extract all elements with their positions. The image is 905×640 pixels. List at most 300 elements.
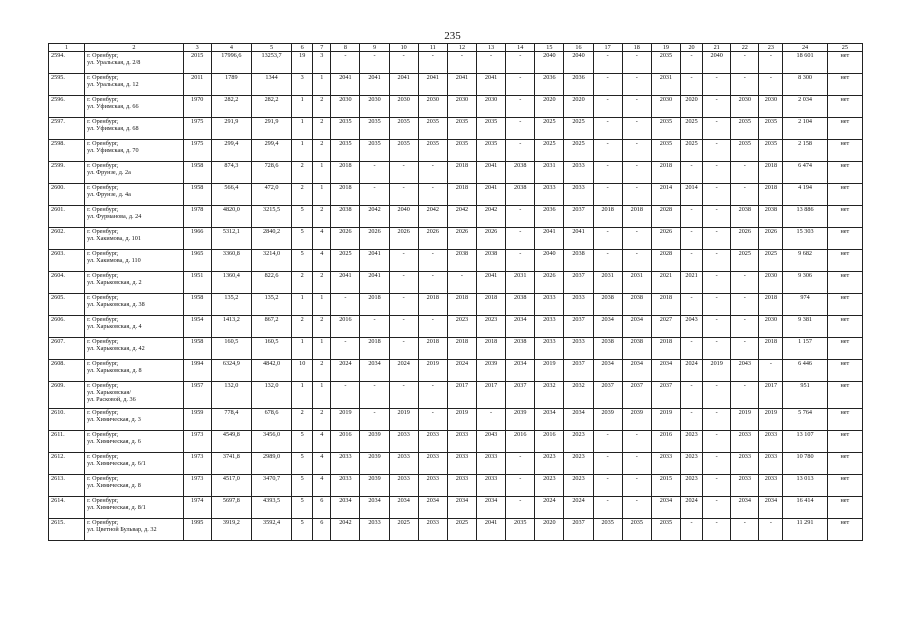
address-line: г. Оренбург, bbox=[87, 206, 119, 213]
table-cell: 2024 bbox=[331, 360, 360, 382]
row-number: 2611. bbox=[49, 431, 85, 453]
table-cell: 2024 bbox=[389, 360, 418, 382]
table-cell: 2035 bbox=[759, 140, 783, 162]
table-cell: 2023 bbox=[564, 431, 593, 453]
address-cell bbox=[85, 338, 183, 360]
table-cell: нет bbox=[827, 519, 862, 541]
table-cell: 2025 bbox=[535, 118, 564, 140]
table-cell: 2 158 bbox=[783, 140, 827, 162]
address-cell bbox=[85, 409, 183, 431]
address-cell bbox=[85, 140, 183, 162]
table-cell: 6 bbox=[313, 519, 331, 541]
table-cell: 1995 bbox=[183, 519, 211, 541]
table-cell: 1965 bbox=[183, 250, 211, 272]
table-cell: - bbox=[593, 431, 622, 453]
table-cell: - bbox=[331, 338, 360, 360]
table-cell: 2019 bbox=[389, 409, 418, 431]
table-cell: 2025 bbox=[564, 118, 593, 140]
table-cell: нет bbox=[827, 360, 862, 382]
table-cell: 2031 bbox=[651, 74, 680, 96]
table-cell: 2041 bbox=[535, 228, 564, 250]
table-cell: 678,6 bbox=[251, 409, 291, 431]
table-cell: 2031 bbox=[506, 272, 535, 294]
table-cell: нет bbox=[827, 294, 862, 316]
table-cell: 2034 bbox=[622, 360, 651, 382]
table-cell: 2041 bbox=[477, 184, 506, 206]
table-cell: 2033 bbox=[477, 475, 506, 497]
table-cell: 13 013 bbox=[783, 475, 827, 497]
table-cell: нет bbox=[827, 184, 862, 206]
address-line: ул. Фрунзе, д. 4а bbox=[87, 191, 131, 198]
table-cell: - bbox=[759, 52, 783, 74]
table-cell: - bbox=[593, 74, 622, 96]
table-cell: - bbox=[731, 74, 759, 96]
table-cell: - bbox=[731, 338, 759, 360]
table-cell: 2033 bbox=[535, 338, 564, 360]
table-cell: 2038 bbox=[506, 294, 535, 316]
table-cell: 1958 bbox=[183, 338, 211, 360]
table-cell: 2033 bbox=[651, 453, 680, 475]
table-cell: - bbox=[703, 118, 731, 140]
header-row bbox=[49, 44, 863, 52]
address-line: ул. Харьковская/ bbox=[87, 389, 131, 396]
table-row bbox=[49, 519, 863, 541]
table-cell: 2035 bbox=[731, 140, 759, 162]
table-cell: - bbox=[593, 118, 622, 140]
table-cell: 728,6 bbox=[251, 162, 291, 184]
table-cell: 2040 bbox=[564, 52, 593, 74]
table-cell: - bbox=[703, 453, 731, 475]
table-cell: 2018 bbox=[418, 294, 447, 316]
table-cell: 2041 bbox=[477, 272, 506, 294]
table-cell: - bbox=[389, 250, 418, 272]
table-cell: нет bbox=[827, 74, 862, 96]
table-cell: 2038 bbox=[759, 206, 783, 228]
table-cell: - bbox=[389, 294, 418, 316]
table-cell: 2041 bbox=[418, 74, 447, 96]
table-cell: 291,9 bbox=[211, 118, 251, 140]
table-cell: 2019 bbox=[759, 409, 783, 431]
table-cell: 2027 bbox=[651, 316, 680, 338]
table-cell: 2023 bbox=[564, 475, 593, 497]
table-cell: - bbox=[681, 519, 703, 541]
table-cell: - bbox=[703, 338, 731, 360]
table-cell: - bbox=[731, 52, 759, 74]
table-cell: 2020 bbox=[681, 96, 703, 118]
table-cell: 2040 bbox=[535, 250, 564, 272]
table-cell: нет bbox=[827, 228, 862, 250]
table-cell: 17996,6 bbox=[211, 52, 251, 74]
table-cell: 1958 bbox=[183, 294, 211, 316]
table-cell: 2033 bbox=[535, 316, 564, 338]
table-cell: 2034 bbox=[506, 316, 535, 338]
table-cell: 4 bbox=[313, 453, 331, 475]
table-cell: 2018 bbox=[360, 294, 389, 316]
table-cell: 2025 bbox=[564, 140, 593, 162]
table-cell: 2 bbox=[313, 118, 331, 140]
table-cell: 2035 bbox=[506, 519, 535, 541]
table-cell: 2033 bbox=[731, 475, 759, 497]
table-cell: нет bbox=[827, 140, 862, 162]
table-cell: 2032 bbox=[535, 382, 564, 409]
row-number: 2606. bbox=[49, 316, 85, 338]
table-cell: 3215,5 bbox=[251, 206, 291, 228]
table-cell: - bbox=[622, 228, 651, 250]
table-cell: - bbox=[506, 228, 535, 250]
address-cell bbox=[85, 497, 183, 519]
address-cell bbox=[85, 52, 183, 74]
table-cell: 2 bbox=[313, 206, 331, 228]
table-row bbox=[49, 250, 863, 272]
table-cell: 2025 bbox=[681, 118, 703, 140]
address-line: ул. Харьковская, д. 42 bbox=[87, 345, 145, 352]
row-number: 2596. bbox=[49, 96, 85, 118]
table-cell: 3 bbox=[292, 74, 313, 96]
table-cell: нет bbox=[827, 497, 862, 519]
table-row bbox=[49, 409, 863, 431]
table-cell: - bbox=[418, 184, 447, 206]
table-cell: 282,2 bbox=[211, 96, 251, 118]
row-number: 2608. bbox=[49, 360, 85, 382]
table-cell: 1975 bbox=[183, 118, 211, 140]
table-cell: - bbox=[593, 497, 622, 519]
table-cell: нет bbox=[827, 250, 862, 272]
row-number: 2610. bbox=[49, 409, 85, 431]
table-cell: 2033 bbox=[389, 475, 418, 497]
table-cell: 1973 bbox=[183, 453, 211, 475]
address-line: ул. Уфимская, д. 68 bbox=[87, 125, 139, 132]
table-cell: 2018 bbox=[651, 294, 680, 316]
column-header: 17 bbox=[593, 44, 622, 52]
table-cell: 2 bbox=[292, 316, 313, 338]
table-cell: 4 bbox=[313, 228, 331, 250]
table-cell: 2033 bbox=[418, 453, 447, 475]
table-cell: 2040 bbox=[389, 206, 418, 228]
table-cell: 2034 bbox=[447, 497, 476, 519]
table-cell: 6 446 bbox=[783, 360, 827, 382]
address-line: ул. Химическая, д. 6 bbox=[87, 438, 141, 445]
table-cell: 2023 bbox=[477, 316, 506, 338]
table-cell: 2016 bbox=[331, 431, 360, 453]
table-cell: 2030 bbox=[447, 96, 476, 118]
table-cell: 2018 bbox=[622, 206, 651, 228]
table-cell: 1 bbox=[313, 338, 331, 360]
table-cell: - bbox=[622, 453, 651, 475]
table-cell: - bbox=[360, 382, 389, 409]
table-cell: 282,2 bbox=[251, 96, 291, 118]
table-cell: 2 bbox=[313, 360, 331, 382]
table-cell: 1789 bbox=[211, 74, 251, 96]
table-cell: 5 bbox=[292, 497, 313, 519]
table-cell: 2033 bbox=[759, 475, 783, 497]
table-cell: 2033 bbox=[477, 453, 506, 475]
address-cell bbox=[85, 96, 183, 118]
table-cell: 5697,8 bbox=[211, 497, 251, 519]
address-line: ул. Харьковская, д. 38 bbox=[87, 301, 145, 308]
table-cell: 2035 bbox=[593, 519, 622, 541]
address-line: ул. Цветной Бульвар, д. 32 bbox=[87, 526, 157, 533]
table-cell: - bbox=[506, 96, 535, 118]
table-cell: 299,4 bbox=[211, 140, 251, 162]
table-row bbox=[49, 184, 863, 206]
table-cell: 291,9 bbox=[251, 118, 291, 140]
table-cell: - bbox=[703, 497, 731, 519]
table-cell: - bbox=[731, 272, 759, 294]
table-cell: 2016 bbox=[535, 431, 564, 453]
table-cell: 5 bbox=[292, 475, 313, 497]
table-cell: - bbox=[703, 431, 731, 453]
table-cell: 2026 bbox=[477, 228, 506, 250]
table-cell: - bbox=[506, 206, 535, 228]
table-cell: 2030 bbox=[418, 96, 447, 118]
table-cell: 2025 bbox=[535, 140, 564, 162]
table-cell: - bbox=[731, 162, 759, 184]
table-cell: 5 bbox=[292, 453, 313, 475]
table-cell: 2033 bbox=[331, 475, 360, 497]
row-number: 2605. bbox=[49, 294, 85, 316]
row-number: 2594. bbox=[49, 52, 85, 74]
table-cell: 2043 bbox=[477, 431, 506, 453]
address-cell bbox=[85, 316, 183, 338]
table-cell: 2035 bbox=[389, 140, 418, 162]
address-line: ул. Уральская, д. 12 bbox=[87, 81, 139, 88]
table-cell: - bbox=[622, 431, 651, 453]
address-line: г. Оренбург, bbox=[87, 184, 119, 191]
table-cell: - bbox=[506, 250, 535, 272]
table-cell: 2033 bbox=[447, 453, 476, 475]
table-cell: 2034 bbox=[331, 497, 360, 519]
table-cell: 566,4 bbox=[211, 184, 251, 206]
column-header: 6 bbox=[292, 44, 313, 52]
table-cell: 2038 bbox=[622, 294, 651, 316]
table-cell: 2041 bbox=[447, 74, 476, 96]
table-cell: 2014 bbox=[651, 184, 680, 206]
table-cell: 2020 bbox=[535, 96, 564, 118]
table-cell: 9 682 bbox=[783, 250, 827, 272]
table-row bbox=[49, 228, 863, 250]
table-cell: 2038 bbox=[506, 338, 535, 360]
address-line: ул. Химическая, д. 8 bbox=[87, 482, 141, 489]
table-cell: 2033 bbox=[389, 453, 418, 475]
table-cell: 4393,5 bbox=[251, 497, 291, 519]
table-cell: нет bbox=[827, 338, 862, 360]
table-cell: 2019 bbox=[535, 360, 564, 382]
table-cell: 2043 bbox=[681, 316, 703, 338]
table-cell: 2018 bbox=[759, 338, 783, 360]
table-cell: 4 bbox=[313, 475, 331, 497]
table-cell: 2038 bbox=[506, 184, 535, 206]
column-header: 1 bbox=[49, 44, 85, 52]
table-cell: 1 bbox=[313, 294, 331, 316]
table-cell: - bbox=[703, 475, 731, 497]
table-cell: 1360,4 bbox=[211, 272, 251, 294]
row-number: 2600. bbox=[49, 184, 85, 206]
table-cell: 2 bbox=[313, 272, 331, 294]
table-cell: 5 bbox=[292, 519, 313, 541]
table-row bbox=[49, 206, 863, 228]
table-cell: 3 bbox=[313, 52, 331, 74]
table-cell: 2026 bbox=[731, 228, 759, 250]
column-header: 24 bbox=[783, 44, 827, 52]
table-cell: 2019 bbox=[731, 409, 759, 431]
table-cell: 1959 bbox=[183, 409, 211, 431]
column-header: 21 bbox=[703, 44, 731, 52]
table-cell: - bbox=[477, 409, 506, 431]
table-cell: 2 bbox=[292, 272, 313, 294]
table-cell: 9 306 bbox=[783, 272, 827, 294]
table-cell: 2019 bbox=[651, 409, 680, 431]
row-number: 2601. bbox=[49, 206, 85, 228]
table-cell: - bbox=[622, 118, 651, 140]
table-cell: 13253,7 bbox=[251, 52, 291, 74]
table-cell: 2038 bbox=[506, 162, 535, 184]
table-cell: 2 bbox=[292, 409, 313, 431]
table-cell: 3214,0 bbox=[251, 250, 291, 272]
table-cell: - bbox=[622, 250, 651, 272]
table-cell: 2030 bbox=[731, 96, 759, 118]
table-cell: 2033 bbox=[731, 453, 759, 475]
table-cell: 2034 bbox=[564, 409, 593, 431]
table-row bbox=[49, 272, 863, 294]
table-cell: 2038 bbox=[564, 250, 593, 272]
table-cell: - bbox=[622, 74, 651, 96]
table-cell: 2034 bbox=[622, 316, 651, 338]
table-cell: 2017 bbox=[447, 382, 476, 409]
table-cell: 2034 bbox=[651, 497, 680, 519]
table-cell: 2023 bbox=[681, 475, 703, 497]
table-cell: 2030 bbox=[389, 96, 418, 118]
table-cell: 2038 bbox=[593, 294, 622, 316]
table-cell: 2037 bbox=[564, 519, 593, 541]
address-line: г. Оренбург, bbox=[87, 52, 119, 59]
table-cell: 2025 bbox=[731, 250, 759, 272]
table-cell: - bbox=[447, 272, 476, 294]
address-line: г. Оренбург, bbox=[87, 228, 119, 235]
table-cell: - bbox=[506, 118, 535, 140]
table-cell: - bbox=[389, 316, 418, 338]
row-number: 2597. bbox=[49, 118, 85, 140]
table-cell: 4820,0 bbox=[211, 206, 251, 228]
table-cell: 2026 bbox=[389, 228, 418, 250]
table-cell: - bbox=[418, 316, 447, 338]
table-cell: 2034 bbox=[360, 497, 389, 519]
table-cell: 2035 bbox=[389, 118, 418, 140]
table-cell: 2023 bbox=[535, 475, 564, 497]
table-cell: 2034 bbox=[506, 360, 535, 382]
column-header: 18 bbox=[622, 44, 651, 52]
table-cell: 1973 bbox=[183, 475, 211, 497]
table-cell: 1 bbox=[313, 74, 331, 96]
table-cell: 2030 bbox=[759, 96, 783, 118]
table-cell: - bbox=[593, 140, 622, 162]
table-cell: 3360,8 bbox=[211, 250, 251, 272]
table-cell: 1957 bbox=[183, 382, 211, 409]
table-cell: 2039 bbox=[477, 360, 506, 382]
table-cell: 2018 bbox=[477, 294, 506, 316]
table-cell: 2030 bbox=[651, 96, 680, 118]
column-header: 23 bbox=[759, 44, 783, 52]
table-cell: 2036 bbox=[564, 74, 593, 96]
table-cell: 2038 bbox=[731, 206, 759, 228]
address-cell bbox=[85, 250, 183, 272]
row-number: 2614. bbox=[49, 497, 85, 519]
table-cell: 299,4 bbox=[251, 140, 291, 162]
table-cell: - bbox=[759, 360, 783, 382]
table-cell: - bbox=[681, 228, 703, 250]
table-cell: - bbox=[593, 228, 622, 250]
table-cell: - bbox=[681, 409, 703, 431]
column-header: 11 bbox=[418, 44, 447, 52]
table-cell: 1 bbox=[292, 294, 313, 316]
table-cell: 1 bbox=[292, 118, 313, 140]
table-cell: 2035 bbox=[477, 140, 506, 162]
table-cell: - bbox=[731, 294, 759, 316]
table-cell: 2034 bbox=[731, 497, 759, 519]
table-cell: 2018 bbox=[759, 162, 783, 184]
table-cell: - bbox=[622, 475, 651, 497]
table-cell: - bbox=[703, 184, 731, 206]
table-cell: 2030 bbox=[759, 272, 783, 294]
table-cell: 1978 bbox=[183, 206, 211, 228]
table-cell: 2033 bbox=[331, 453, 360, 475]
table-row bbox=[49, 360, 863, 382]
table-cell: - bbox=[731, 382, 759, 409]
table-cell: - bbox=[681, 338, 703, 360]
column-header: 7 bbox=[313, 44, 331, 52]
address-line: г. Оренбург, bbox=[87, 294, 119, 301]
table-cell: 2035 bbox=[447, 140, 476, 162]
table-cell: 2025 bbox=[681, 140, 703, 162]
table-cell: - bbox=[681, 250, 703, 272]
table-cell: 2041 bbox=[360, 250, 389, 272]
table-cell: 2038 bbox=[477, 250, 506, 272]
address-line: ул. Расковой, д. 36 bbox=[87, 396, 136, 403]
address-line: ул. Фурманова, д. 24 bbox=[87, 213, 142, 220]
address-line: ул. Уфимская, д. 70 bbox=[87, 147, 139, 154]
table-cell: нет bbox=[827, 382, 862, 409]
address-cell bbox=[85, 272, 183, 294]
address-cell bbox=[85, 360, 183, 382]
table-cell: - bbox=[360, 316, 389, 338]
table-cell: - bbox=[593, 52, 622, 74]
table-cell: - bbox=[360, 184, 389, 206]
address-line: ул. Химическая, д. 3 bbox=[87, 416, 141, 423]
table-cell: 2041 bbox=[389, 74, 418, 96]
table-cell: 2018 bbox=[331, 162, 360, 184]
table-cell: нет bbox=[827, 206, 862, 228]
column-header: 25 bbox=[827, 44, 862, 52]
table-cell: - bbox=[622, 140, 651, 162]
address-line: г. Оренбург, bbox=[87, 162, 119, 169]
table-cell: - bbox=[703, 272, 731, 294]
table-cell: - bbox=[389, 338, 418, 360]
table-cell: 1344 bbox=[251, 74, 291, 96]
table-cell: 3741,8 bbox=[211, 453, 251, 475]
table-cell: 867,2 bbox=[251, 316, 291, 338]
table-cell: 2034 bbox=[418, 497, 447, 519]
table-cell: 2019 bbox=[331, 409, 360, 431]
table-cell: - bbox=[622, 162, 651, 184]
table-cell: 974 bbox=[783, 294, 827, 316]
table-cell: - bbox=[418, 250, 447, 272]
table-cell: 2042 bbox=[447, 206, 476, 228]
table-cell: 10 bbox=[292, 360, 313, 382]
table-cell: 15 303 bbox=[783, 228, 827, 250]
table-cell: 2035 bbox=[360, 118, 389, 140]
table-cell: 2017 bbox=[477, 382, 506, 409]
table-cell: 2014 bbox=[681, 184, 703, 206]
table-cell: 160,5 bbox=[251, 338, 291, 360]
